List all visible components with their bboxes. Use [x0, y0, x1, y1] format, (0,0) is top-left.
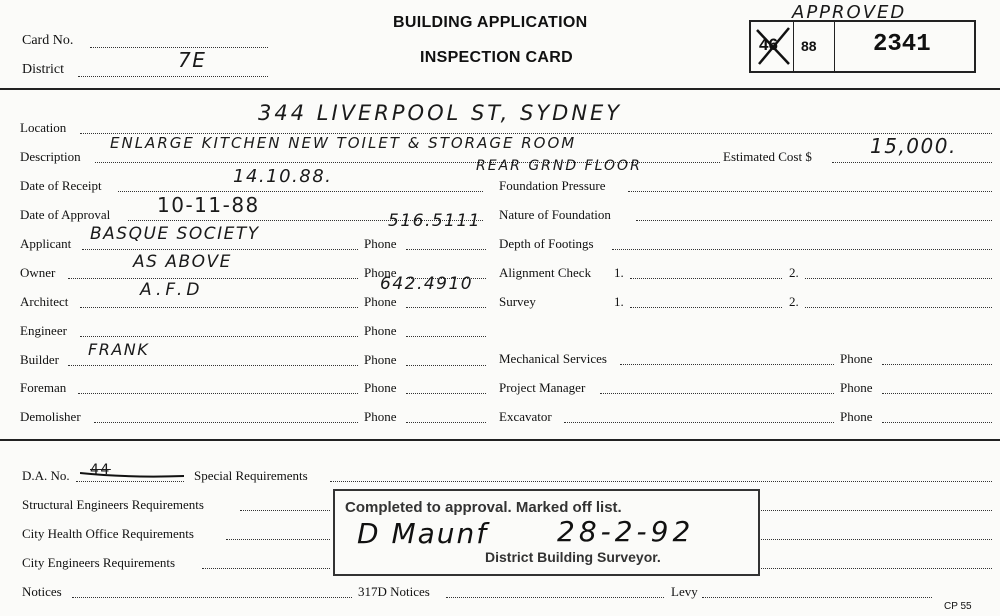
structural-engineers-label: Structural Engineers Requirements: [22, 497, 204, 512]
mechanical-phone-line: [882, 364, 992, 365]
approval-number-box: [749, 20, 976, 73]
excavator-line: [564, 422, 834, 423]
demolisher-line: [94, 422, 358, 423]
mechanical-phone-label: Phone: [840, 351, 873, 366]
project-manager-line: [600, 393, 834, 394]
applicant-phone-label: Phone: [364, 236, 397, 251]
architect-phone-line: [406, 307, 486, 308]
depth-footings-line: [612, 249, 992, 250]
da-no-strike-icon: [80, 470, 184, 480]
date-approval-value: 10-11-88: [157, 193, 260, 217]
card-no-label: Card No.: [22, 33, 74, 48]
demolisher-phone-line: [406, 422, 486, 423]
year-value: 88: [801, 38, 817, 54]
foreman-phone-label: Phone: [364, 380, 397, 395]
stamp-line1: Completed to approval. Marked off list.: [345, 499, 622, 516]
estimated-cost-line: [832, 162, 992, 163]
architect-line: [80, 307, 358, 308]
date-approval-label: Date of Approval: [20, 207, 111, 222]
city-engineers-line: [202, 568, 330, 569]
card-title-line1: BUILDING APPLICATION: [393, 14, 588, 31]
project-manager-phone-label: Phone: [840, 380, 873, 395]
alignment-check-2: 2.: [789, 265, 799, 280]
city-engineers-label: City Engineers Requirements: [22, 555, 176, 570]
survey-2-line: [805, 307, 992, 308]
applicant-label: Applicant: [20, 236, 72, 251]
foundation-pressure-line: [628, 191, 992, 192]
date-receipt-label: Date of Receipt: [20, 178, 102, 193]
architect-label: Architect: [20, 294, 69, 309]
stamp-line3: District Building Surveyor.: [485, 549, 661, 565]
special-requirements-label: Special Requirements: [194, 468, 308, 483]
owner-value: AS ABOVE: [133, 252, 232, 272]
card-title-line2: INSPECTION CARD: [420, 49, 573, 66]
owner-phone-label: Phone: [364, 265, 397, 280]
date-receipt-value: 14.10.88.: [233, 166, 333, 187]
applicant-phone-line: [406, 249, 486, 250]
year-cell: [794, 22, 835, 71]
description-value-line2: REAR GRND FLOOR: [476, 158, 642, 174]
nature-foundation-label: Nature of Foundation: [499, 207, 611, 222]
middle-divider: [0, 439, 1000, 441]
applicant-phone-value: 516.5111: [388, 211, 482, 231]
district-line: [78, 76, 268, 77]
demolisher-label: Demolisher: [20, 409, 81, 424]
owner-line: [68, 278, 358, 279]
engineer-line: [80, 336, 358, 337]
owner-label: Owner: [20, 265, 56, 280]
builder-line: [68, 365, 358, 366]
engineer-phone-line: [406, 336, 486, 337]
da-no-value: 44: [90, 462, 111, 478]
district-value: 7E: [178, 48, 207, 72]
owner-phone-line: [406, 278, 486, 279]
stamp-date: 28-2-92: [557, 515, 695, 548]
da-no-line: [76, 481, 184, 482]
description-value: ENLARGE KITCHEN NEW TOILET & STORAGE ROOM: [110, 134, 577, 152]
nature-foundation-line: [636, 220, 992, 221]
excavator-phone-label: Phone: [840, 409, 873, 424]
architect-phone-label: Phone: [364, 294, 397, 309]
alignment-check-1: 1.: [614, 265, 624, 280]
applicant-line: [82, 249, 358, 250]
architect-phone-value: 642.4910: [380, 274, 474, 294]
foreman-label: Foreman: [20, 380, 67, 395]
strike-cross-icon: [753, 24, 793, 69]
form-code: CP 55: [944, 601, 972, 612]
depth-footings-label: Depth of Footings: [499, 236, 594, 251]
city-health-line-right: [758, 539, 992, 540]
date-receipt-line: [118, 191, 483, 192]
engineer-label: Engineer: [20, 323, 67, 338]
builder-phone-label: Phone: [364, 352, 397, 367]
applicant-value: BASQUE SOCIETY: [90, 224, 260, 244]
notices-line: [72, 597, 352, 598]
alignment-check-1-line: [630, 278, 782, 279]
city-health-label: City Health Office Requirements: [22, 526, 194, 541]
survey-2: 2.: [789, 294, 799, 309]
survey-1-line: [630, 307, 782, 308]
architect-value: A.F.D: [140, 280, 204, 300]
da-no-label: D.A. No.: [22, 468, 70, 483]
levy-label: Levy: [671, 584, 698, 599]
alignment-check-2-line: [805, 278, 992, 279]
stamp-signature: D Maunf: [357, 517, 489, 550]
alignment-check-label: Alignment Check: [499, 265, 592, 280]
builder-phone-line: [406, 365, 486, 366]
approval-number: 2341: [873, 31, 931, 58]
survey-1: 1.: [614, 294, 624, 309]
foreman-phone-line: [406, 393, 486, 394]
year-struck-cell: [751, 22, 794, 71]
levy-line: [702, 597, 932, 598]
special-requirements-line: [330, 481, 992, 482]
year-struck-value: 46: [759, 35, 778, 54]
estimated-cost-label: Estimated Cost $: [723, 149, 812, 164]
district-label: District: [22, 62, 64, 77]
builder-value: FRANK: [88, 340, 150, 359]
foreman-line: [78, 393, 358, 394]
mechanical-services-label: Mechanical Services: [499, 351, 607, 366]
structural-engineers-line-right: [758, 510, 992, 511]
estimated-cost-value: 15,000.: [870, 134, 957, 158]
city-health-line: [226, 539, 330, 540]
notices-317d-line: [446, 597, 664, 598]
project-manager-phone-line: [882, 393, 992, 394]
description-label: Description: [20, 149, 81, 164]
foundation-pressure-label: Foundation Pressure: [499, 178, 606, 193]
survey-label: Survey: [499, 294, 536, 309]
builder-label: Builder: [20, 352, 59, 367]
notices-label: Notices: [22, 584, 62, 599]
excavator-phone-line: [882, 422, 992, 423]
structural-engineers-line: [240, 510, 330, 511]
mechanical-services-line: [620, 364, 834, 365]
completion-stamp: [333, 489, 760, 576]
location-label: Location: [20, 120, 67, 135]
location-value: 344 LIVERPOOL ST, SYDNEY: [258, 101, 623, 125]
header-divider: [0, 88, 1000, 90]
notices-317d-label: 317D Notices: [358, 584, 430, 599]
project-manager-label: Project Manager: [499, 380, 586, 395]
engineer-phone-label: Phone: [364, 323, 397, 338]
demolisher-phone-label: Phone: [364, 409, 397, 424]
approved-label: APPROVED: [792, 2, 907, 23]
excavator-label: Excavator: [499, 409, 552, 424]
city-engineers-line-right: [758, 568, 992, 569]
